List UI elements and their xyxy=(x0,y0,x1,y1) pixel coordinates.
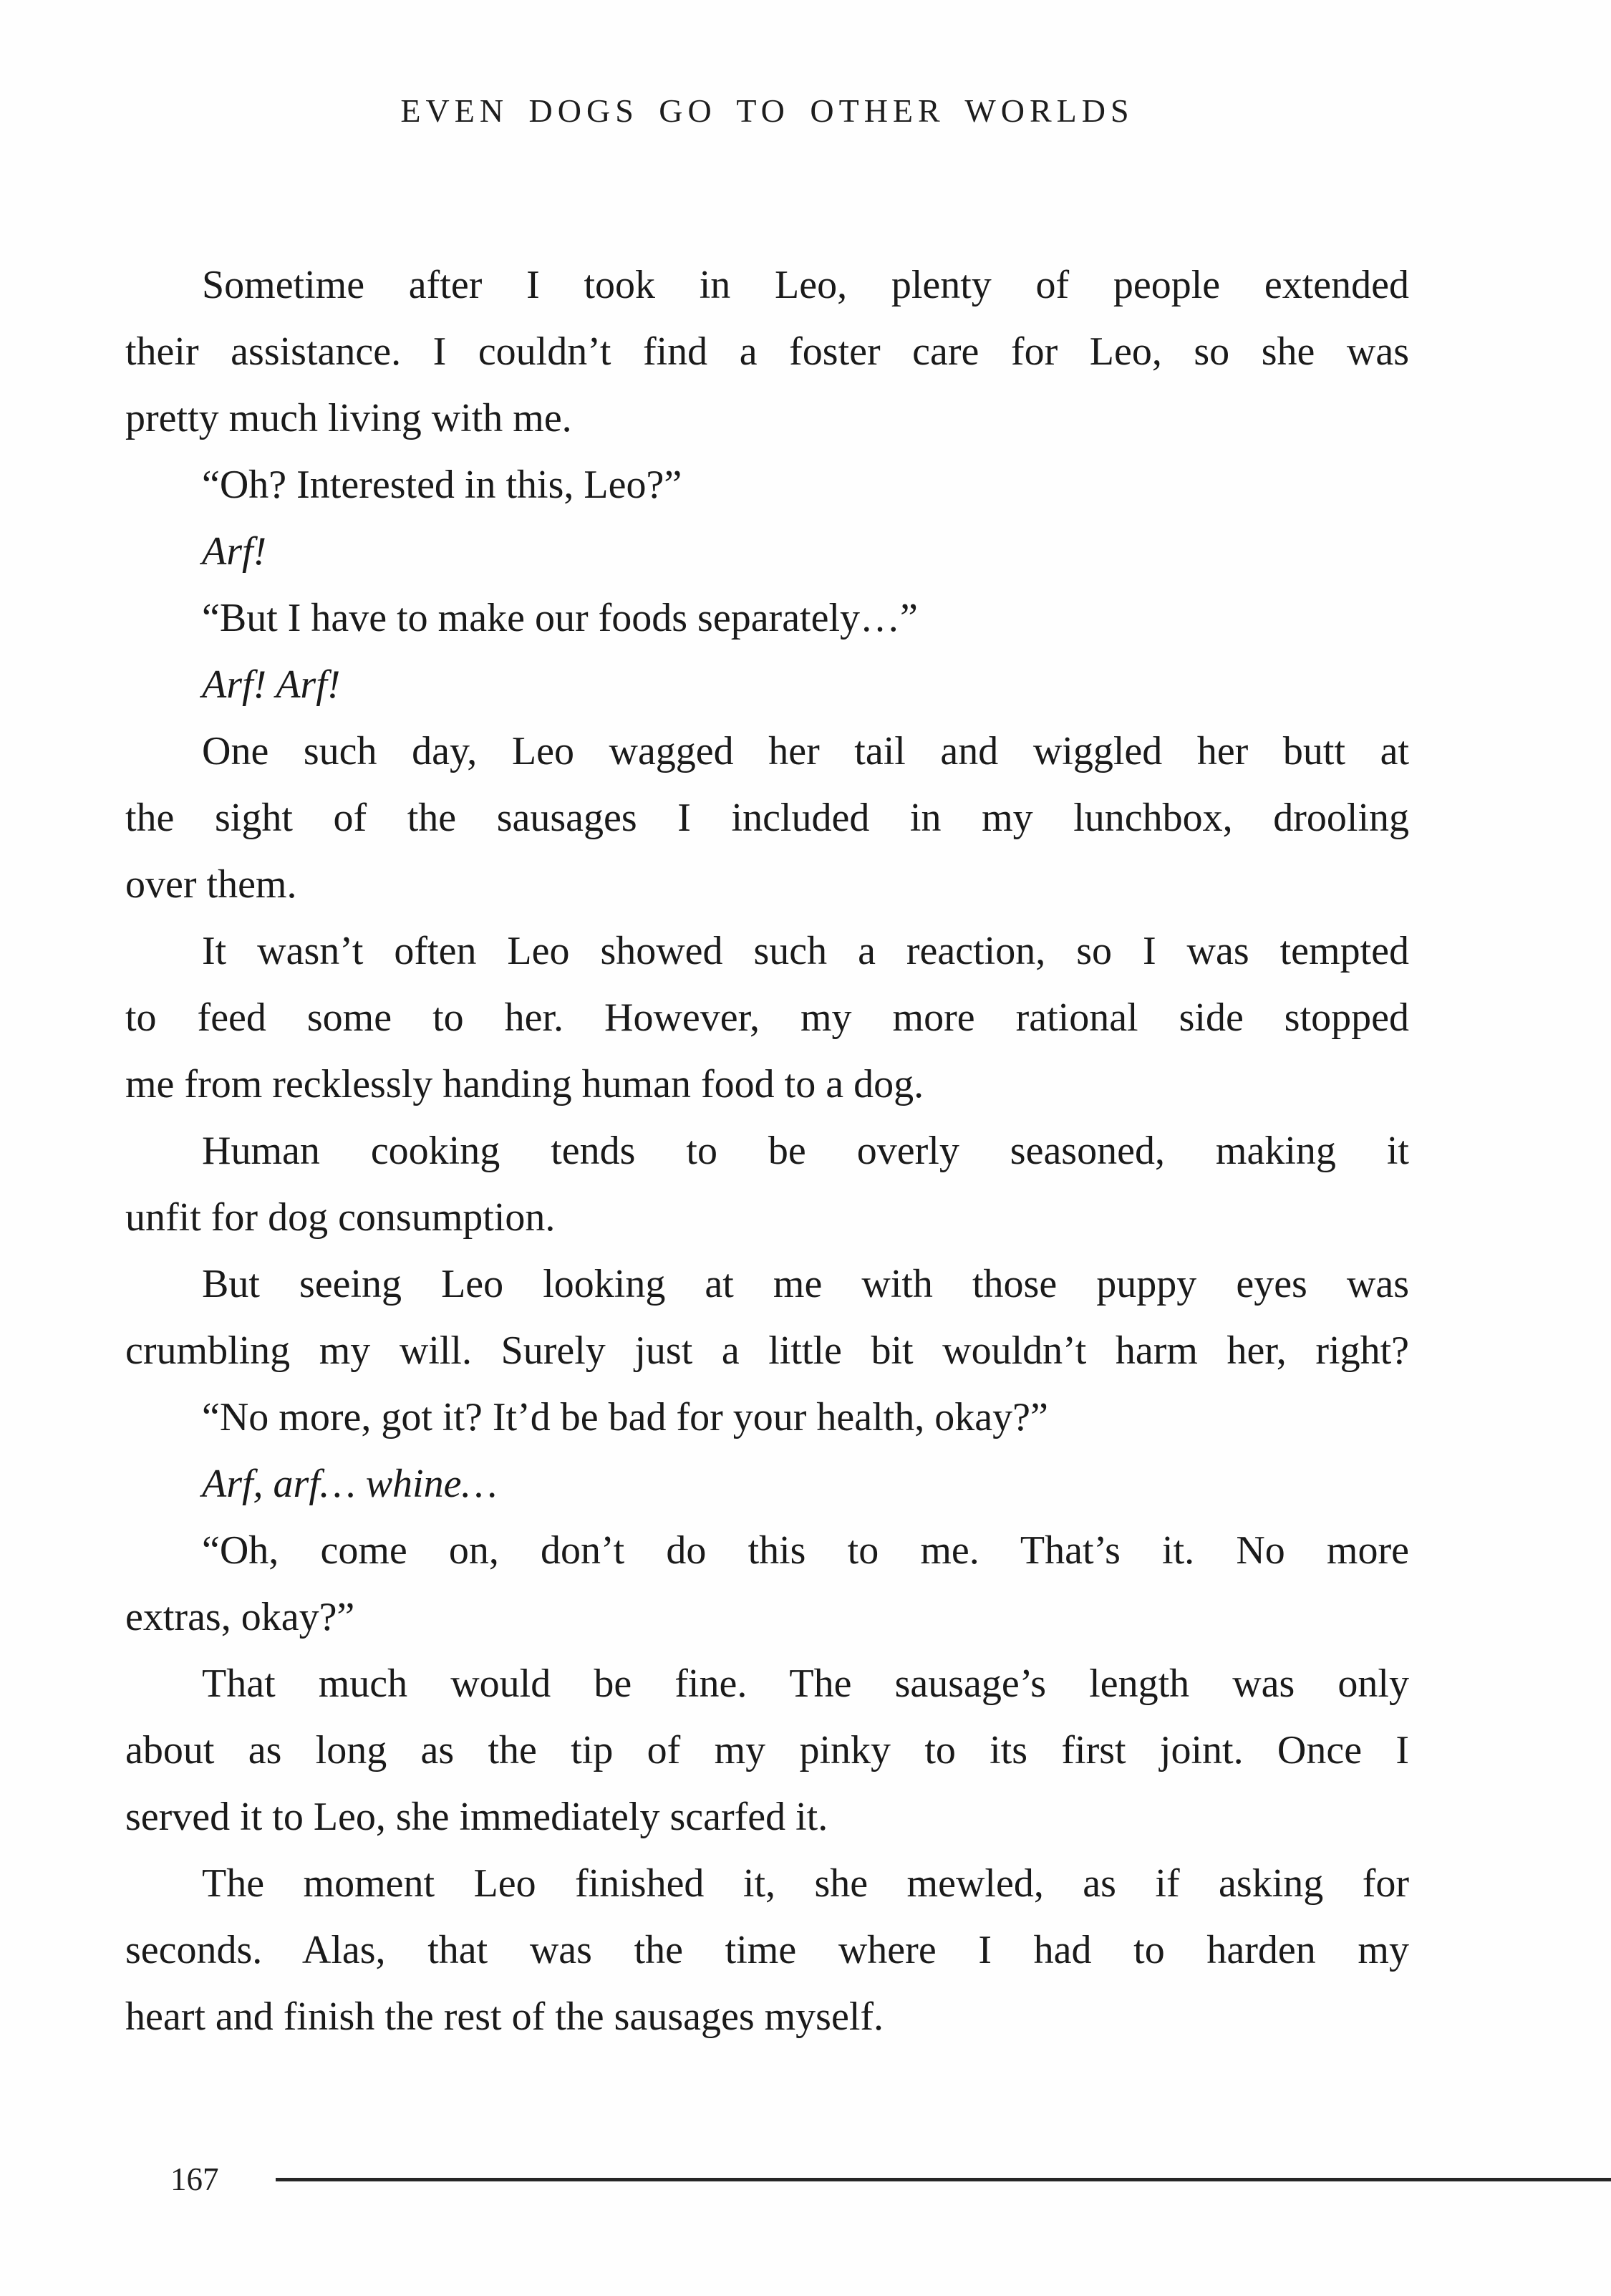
body-line: over them. xyxy=(125,862,297,907)
body-line: crumbling my will. Surely just a little bit wouldn’t harm her, right? xyxy=(125,1328,1409,1373)
running-header: EVEN DOGS GO TO OTHER WORLDS xyxy=(400,92,1134,129)
body-line: “But I have to make our foods separately…” xyxy=(202,596,918,640)
body-line: heart and finish the rest of the sausages myself. xyxy=(125,1994,884,2039)
body-line: Arf! Arf! xyxy=(202,662,341,707)
body-line: unfit for dog consumption. xyxy=(125,1195,556,1240)
page-footer xyxy=(0,2154,1611,2204)
body-line: “No more, got it? It’d be bad for your health, okay?” xyxy=(202,1395,1048,1439)
body-line: seconds. Alas, that was the time where I had to harden my xyxy=(125,1928,1409,1972)
body-line: One such day, Leo wagged her tail and wiggled her butt at xyxy=(202,729,1409,773)
body-line: to feed some to her. However, my more rational side stopped xyxy=(125,995,1409,1040)
body-line: Arf, arf… whine… xyxy=(202,1462,498,1506)
page-number: 167 xyxy=(170,2161,219,2197)
body-line: Sometime after I took in Leo, plenty of people extended xyxy=(202,263,1409,307)
body-line: their assistance. I couldn’t find a foster care for Leo, so she was xyxy=(125,329,1409,374)
body-line: the sight of the sausages I included in my lunchbox, drooling xyxy=(125,796,1409,840)
body-line: extras, okay?” xyxy=(125,1595,355,1639)
body-line: about as long as the tip of my pinky to its first joint. Once I xyxy=(125,1728,1409,1772)
body-text xyxy=(125,252,1409,2050)
body-line: “Oh? Interested in this, Leo?” xyxy=(202,463,682,507)
body-line: That much would be fine. The sausage’s length was only xyxy=(202,1661,1409,1706)
body-line: Arf! xyxy=(202,529,267,574)
body-line: It wasn’t often Leo showed such a reaction, so I was tempted xyxy=(202,929,1409,973)
body-line: me from recklessly handing human food to a dog. xyxy=(125,1062,924,1106)
body-line: But seeing Leo looking at me with those puppy eyes was xyxy=(202,1262,1409,1306)
body-line: The moment Leo finished it, she mewled, as if asking for xyxy=(202,1861,1409,1906)
footer-rule xyxy=(276,2178,1611,2181)
body-line: served it to Leo, she immediately scarfed it. xyxy=(125,1795,828,1839)
body-line: “Oh, come on, don’t do this to me. That’s it. No more xyxy=(202,1528,1409,1573)
body-line: Human cooking tends to be overly seasoned, making it xyxy=(202,1129,1409,1173)
body-line: pretty much living with me. xyxy=(125,396,572,440)
